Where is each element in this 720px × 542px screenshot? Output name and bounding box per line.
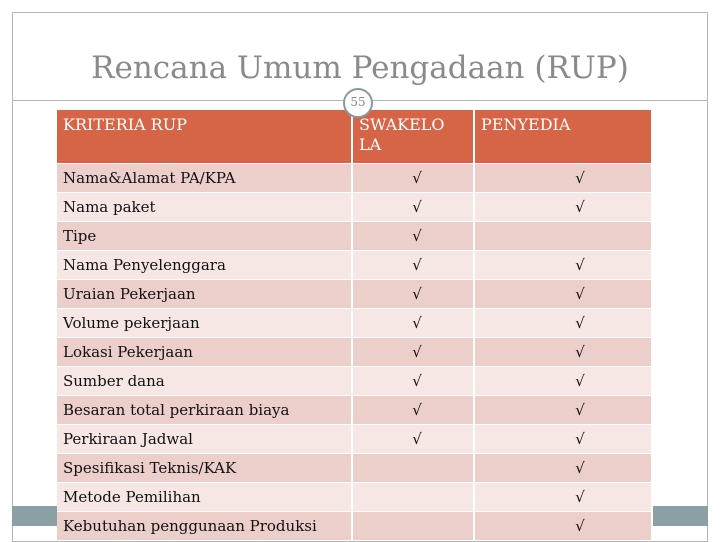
swakelola-check: √ xyxy=(352,309,474,338)
penyedia-check: √ xyxy=(474,512,652,541)
swakelola-check: √ xyxy=(352,425,474,454)
table-row xyxy=(57,251,652,280)
header-penyedia: PENYEDIA xyxy=(474,110,652,164)
penyedia-check xyxy=(474,222,652,251)
kriteria-cell: Nama&Alamat PA/KPA xyxy=(57,164,352,193)
table-header-row xyxy=(57,110,652,164)
penyedia-check: √ xyxy=(474,193,652,222)
table-row xyxy=(57,164,652,193)
table-row xyxy=(57,280,652,309)
swakelola-check: √ xyxy=(352,280,474,309)
kriteria-cell: Perkiraan Jadwal xyxy=(57,425,352,454)
table-row xyxy=(57,367,652,396)
swakelola-check xyxy=(352,454,474,483)
kriteria-cell: Nama paket xyxy=(57,193,352,222)
penyedia-check: √ xyxy=(474,425,652,454)
page-number-badge: 55 xyxy=(343,88,373,118)
slide-title: Rencana Umum Pengadaan (RUP) xyxy=(91,50,629,86)
penyedia-check: √ xyxy=(474,454,652,483)
kriteria-cell: Tipe xyxy=(57,222,352,251)
table-row xyxy=(57,338,652,367)
swakelola-check: √ xyxy=(352,164,474,193)
penyedia-check: √ xyxy=(474,396,652,425)
table-row xyxy=(57,222,652,251)
kriteria-cell: Volume pekerjaan xyxy=(57,309,352,338)
swakelola-check: √ xyxy=(352,367,474,396)
table-row xyxy=(57,483,652,512)
table-row xyxy=(57,193,652,222)
kriteria-cell: Nama Penyelenggara xyxy=(57,251,352,280)
penyedia-check: √ xyxy=(474,367,652,396)
header-swakelola xyxy=(352,110,474,164)
swakelola-check: √ xyxy=(352,396,474,425)
header-kriteria: KRITERIA RUP xyxy=(57,110,352,164)
penyedia-check: √ xyxy=(474,164,652,193)
table-row xyxy=(57,425,652,454)
kriteria-cell: Sumber dana xyxy=(57,367,352,396)
swakelola-check: √ xyxy=(352,338,474,367)
kriteria-cell: Kebutuhan penggunaan Produksi xyxy=(57,512,352,541)
header-swakelola-line1: SWAKELO xyxy=(359,115,445,134)
penyedia-check: √ xyxy=(474,309,652,338)
penyedia-check: √ xyxy=(474,251,652,280)
penyedia-check: √ xyxy=(474,280,652,309)
table-row xyxy=(57,396,652,425)
table-row xyxy=(57,512,652,541)
swakelola-check xyxy=(352,512,474,541)
kriteria-cell: Lokasi Pekerjaan xyxy=(57,338,352,367)
table-row xyxy=(57,454,652,483)
penyedia-check: √ xyxy=(474,338,652,367)
swakelola-check: √ xyxy=(352,222,474,251)
kriteria-cell: Metode Pemilihan xyxy=(57,483,352,512)
kriteria-cell: Spesifikasi Teknis/KAK xyxy=(57,454,352,483)
rup-criteria-table xyxy=(57,110,653,541)
penyedia-check: √ xyxy=(474,483,652,512)
kriteria-cell: Besaran total perkiraan biaya xyxy=(57,396,352,425)
swakelola-check: √ xyxy=(352,251,474,280)
swakelola-check: √ xyxy=(352,193,474,222)
header-swakelola-line2: LA xyxy=(359,135,382,154)
swakelola-check xyxy=(352,483,474,512)
kriteria-cell: Uraian Pekerjaan xyxy=(57,280,352,309)
table-row xyxy=(57,309,652,338)
